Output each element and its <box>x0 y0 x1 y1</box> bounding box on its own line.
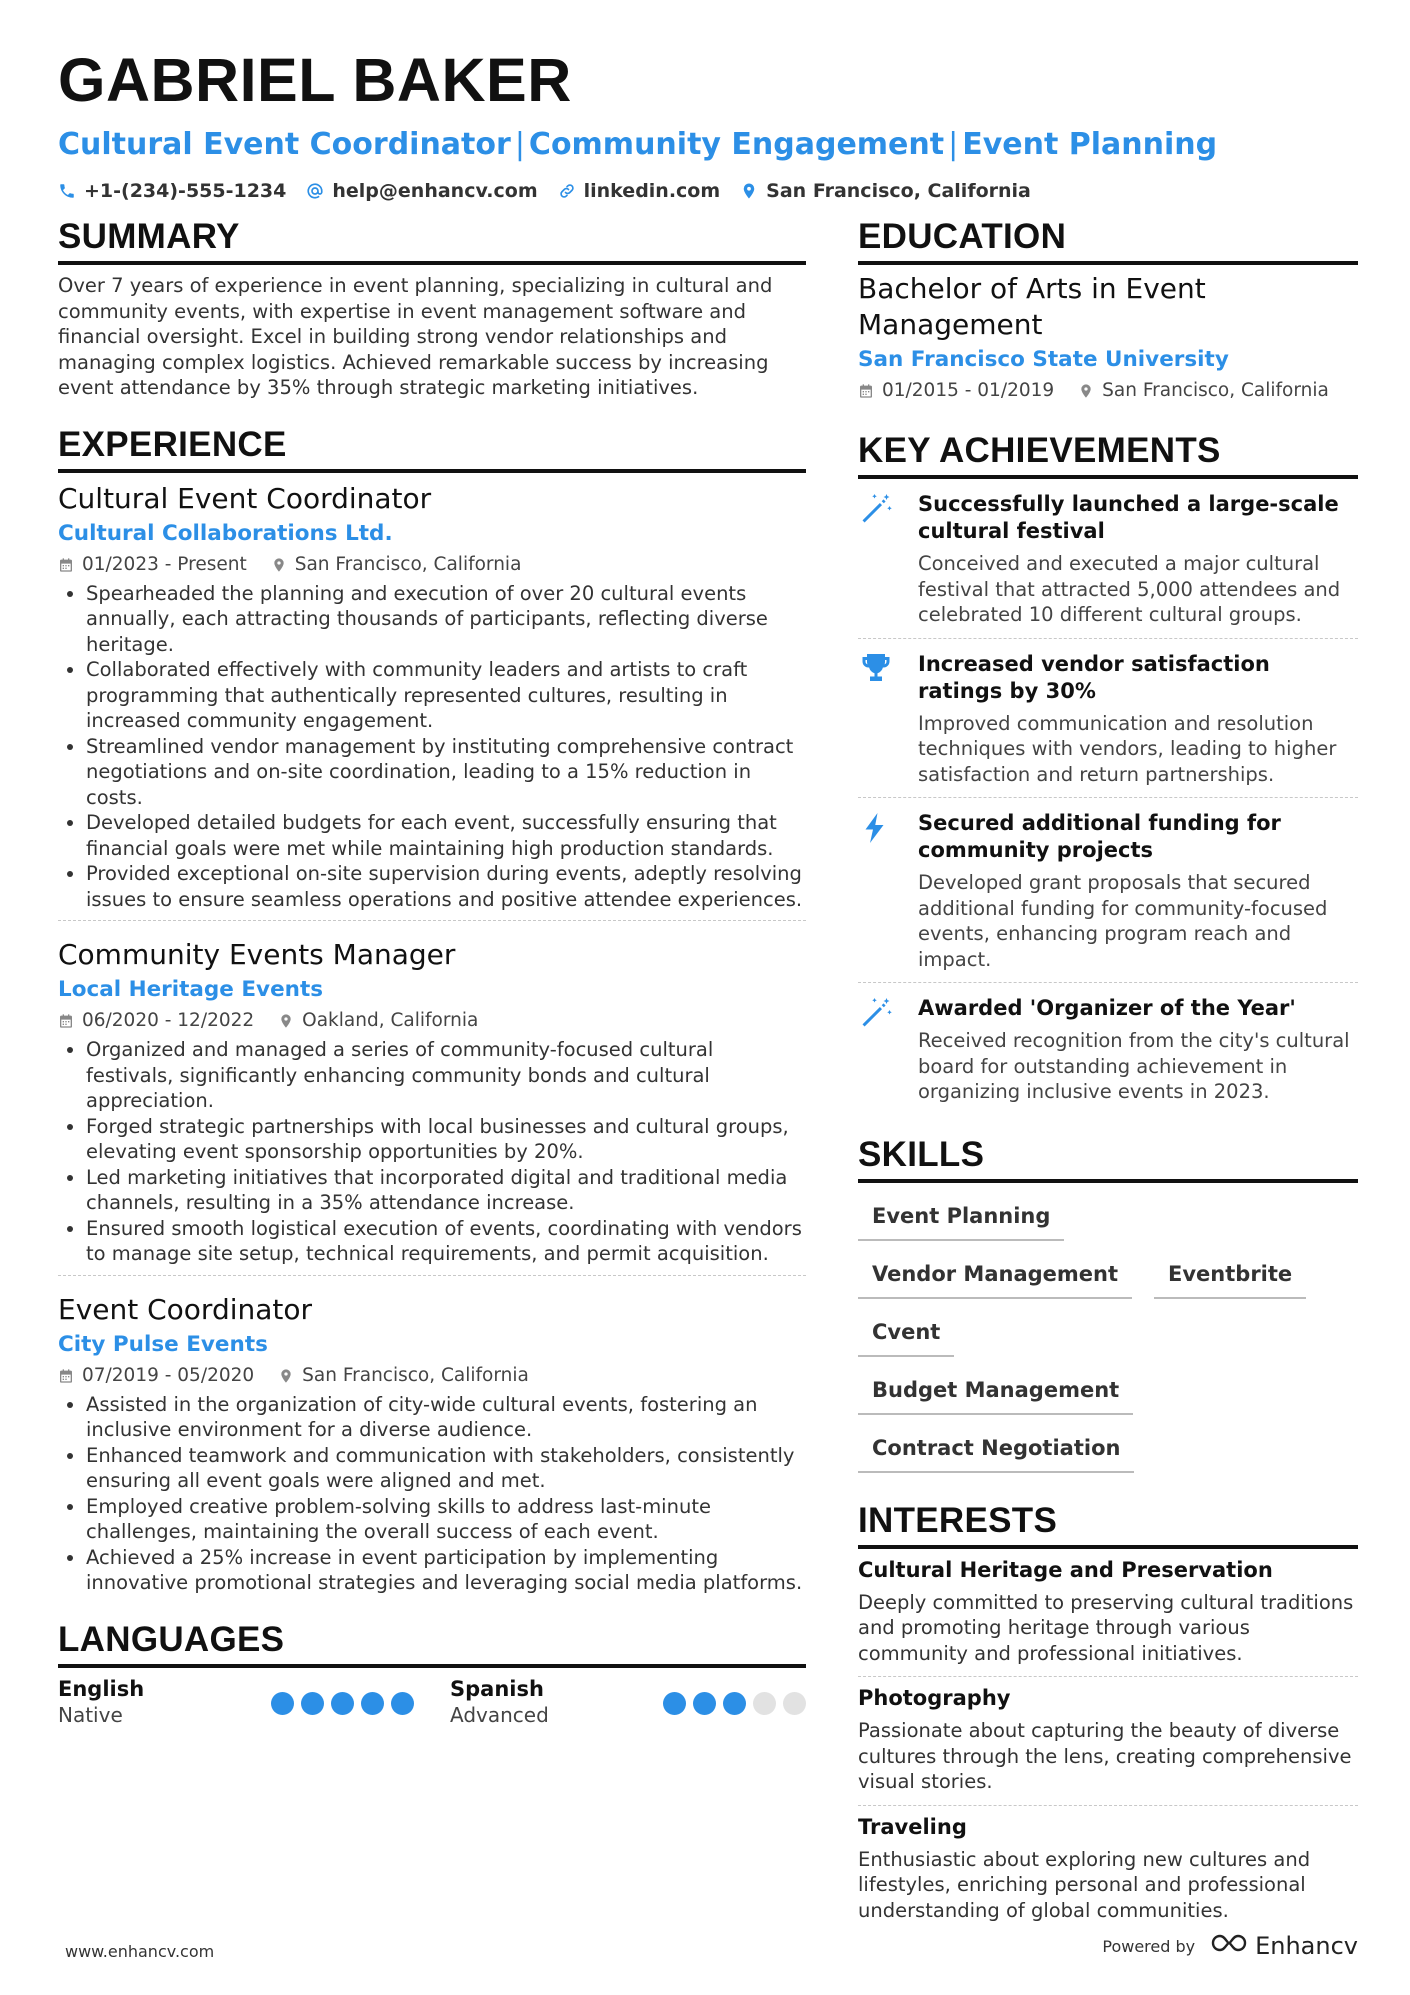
location-pin-icon <box>740 182 758 200</box>
contact-email[interactable] <box>306 180 537 202</box>
interest-title: Photography <box>858 1686 1011 1710</box>
location-text: Oakland, California <box>302 1010 479 1031</box>
proficiency-dot-filled <box>391 1692 414 1715</box>
location-pin-icon <box>1078 383 1094 399</box>
phone-text: +1-(234)-555-1234 <box>84 180 287 202</box>
proficiency-dot-filled <box>723 1692 746 1715</box>
language-entry <box>450 1676 806 1732</box>
location-pin-icon <box>278 1013 294 1029</box>
section-title: KEY ACHIEVEMENTS <box>858 429 1358 479</box>
skills-list <box>858 1195 1328 1473</box>
proficiency-dots <box>663 1692 806 1715</box>
proficiency-dots <box>271 1692 414 1715</box>
phone-icon <box>58 182 76 200</box>
bullet-item: • Spearheaded the planning and execution of over 20 cultural events annually, each attracting thousands of participants, reflecting diverse heritage. <box>86 581 806 658</box>
achievement-description: Developed grant proposals that secured additional funding for community-focused events, enhancing program reach and impact. <box>918 871 1328 971</box>
calendar-icon <box>58 1013 74 1029</box>
job-entry <box>58 481 806 921</box>
skill-tag: Contract Negotiation <box>858 1427 1134 1473</box>
education-meta <box>858 379 1358 403</box>
job-entry <box>58 1275 806 1604</box>
skill-tag: Eventbrite <box>1154 1253 1306 1299</box>
bullet-item: • Developed detailed budgets for each event, successfully ensuring that financial goals were met while maintaining high production standards. <box>86 810 806 861</box>
resume-header <box>58 44 1358 202</box>
tagline-separator: | <box>514 127 525 162</box>
language-level: Advanced <box>450 1702 549 1727</box>
achievement-title: Successfully launched a large-scale cultural festival <box>918 492 1339 543</box>
job-bullets <box>58 1392 806 1596</box>
section-title: LANGUAGES <box>58 1618 806 1668</box>
location-pin-icon <box>278 1368 294 1384</box>
languages-list <box>58 1676 806 1732</box>
proficiency-dot-filled <box>693 1692 716 1715</box>
interest-entry <box>858 1676 1358 1805</box>
tagline-role-2: Community Engagement <box>528 127 945 162</box>
section-title: INTERESTS <box>858 1499 1358 1549</box>
summary-section <box>58 215 806 401</box>
language-level: Native <box>58 1702 123 1727</box>
email-text: help@enhancv.com <box>332 180 538 202</box>
job-title: Cultural Event Coordinator <box>58 481 432 515</box>
powered-by-text: Powered by <box>1102 1936 1196 1956</box>
job-dates <box>58 553 247 577</box>
bullet-item: • Provided exceptional on-site supervision during events, adeptly resolving issues to ensure seamless operations and positive attendee experiences. <box>86 861 806 912</box>
calendar-icon <box>858 383 874 399</box>
enhancv-logo-icon <box>1209 1932 1249 1960</box>
contact-linkedin[interactable] <box>558 180 721 202</box>
school-name: San Francisco State University <box>858 347 1229 372</box>
company-name: City Pulse Events <box>58 1331 268 1357</box>
footer-url[interactable]: www.enhancv.com <box>65 1942 215 1961</box>
enhancv-logo[interactable] <box>1209 1932 1358 1960</box>
bullet-item: • Employed creative problem-solving skills to address last-minute challenges, maintaining the overall success of each event. <box>86 1494 806 1545</box>
contact-location <box>740 180 1031 202</box>
proficiency-dot-filled <box>663 1692 686 1715</box>
job-location <box>271 553 522 577</box>
magic-wand-icon <box>858 491 898 531</box>
job-dates <box>58 1364 254 1388</box>
dates-text: 06/2020 - 12/2022 <box>82 1010 255 1031</box>
achievement-title: Increased vendor satisfaction ratings by 30% <box>918 651 1270 703</box>
achievement-entry <box>858 638 1358 798</box>
job-bullets <box>58 581 806 913</box>
footer-branding <box>1102 1932 1358 1960</box>
location-text: San Francisco, California <box>294 553 522 575</box>
candidate-name: GABRIEL BAKER <box>58 46 572 114</box>
achievement-description: Received recognition from the city's cultural board for outstanding achievement in organizing inclusive events in 2023. <box>918 1029 1350 1103</box>
bullet-item: • Forged strategic partnerships with local businesses and cultural groups, elevating event sponsorship opportunities by 20%. <box>86 1114 806 1165</box>
interest-title: Traveling <box>858 1814 967 1839</box>
degree-title: Bachelor of Arts in Event Management <box>858 272 1206 341</box>
lightning-bolt-icon <box>858 810 898 850</box>
experience-section <box>58 423 806 1604</box>
interest-title: Cultural Heritage and Preservation <box>858 1557 1273 1582</box>
achievement-entry <box>858 982 1358 1115</box>
proficiency-dot-filled <box>331 1692 354 1715</box>
location-pin-icon <box>271 557 287 573</box>
right-column <box>858 215 1358 1933</box>
education-dates <box>858 379 1054 403</box>
job-location <box>278 1364 529 1388</box>
company-name: Cultural Collaborations Ltd. <box>58 520 393 546</box>
skill-tag: Cvent <box>858 1311 954 1357</box>
achievement-description: Conceived and executed a major cultural festival that attracted 5,000 attendees and celebrated 10 different cultural groups. <box>918 552 1341 626</box>
job-entry <box>58 920 806 1275</box>
location-text: San Francisco, California <box>766 180 1031 202</box>
achievement-title: Awarded 'Organizer of the Year' <box>918 996 1296 1020</box>
bullet-item: • Ensured smooth logistical execution of events, coordinating with vendors to manage site setup, technical requirements, and permit acquisition. <box>86 1216 806 1267</box>
interests-section <box>858 1499 1358 1934</box>
interest-description: Deeply committed to preserving cultural traditions and promoting heritage through various community and professional initiatives. <box>858 1590 1354 1665</box>
location-text: San Francisco, California <box>1102 380 1329 401</box>
tagline-separator: | <box>948 127 959 162</box>
link-icon <box>558 182 576 200</box>
bullet-item: • Collaborated effectively with community leaders and artists to craft programming that authentically represented cultures, resulting in increased community engagement. <box>86 657 806 734</box>
section-title: EDUCATION <box>858 215 1358 265</box>
dates-text: 01/2015 - 01/2019 <box>882 380 1055 401</box>
bullet-item: • Streamlined vendor management by instituting comprehensive contract negotiations and on-site coordination, leading to a 15% reduction in costs. <box>86 734 806 811</box>
education-section <box>858 215 1358 403</box>
interest-entry <box>858 1805 1358 1934</box>
language-name: Spanish <box>450 1676 544 1701</box>
achievement-description: Improved communication and resolution techniques with vendors, leading to higher satisfaction and return partnerships. <box>918 711 1337 786</box>
section-title: EXPERIENCE <box>58 423 806 473</box>
location-text: San Francisco, California <box>302 1364 529 1386</box>
section-title: SUMMARY <box>58 215 806 265</box>
job-location <box>278 1009 478 1033</box>
at-sign-icon <box>306 182 324 200</box>
skills-section <box>858 1133 1358 1473</box>
tagline-role-3: Event Planning <box>962 127 1218 162</box>
job-meta <box>58 1009 806 1033</box>
company-name: Local Heritage Events <box>58 977 324 1002</box>
bullet-item: • Led marketing initiatives that incorporated digital and traditional media channels, resulting in a 35% attendance increase. <box>86 1165 806 1216</box>
job-dates <box>58 1009 254 1033</box>
interest-entry <box>858 1549 1358 1677</box>
magic-wand-icon <box>858 995 898 1035</box>
languages-section <box>58 1618 806 1732</box>
job-title: Community Events Manager <box>58 938 456 971</box>
achievements-section <box>858 429 1358 1115</box>
trophy-icon <box>858 651 898 691</box>
proficiency-dot-filled <box>301 1692 324 1715</box>
education-location <box>1078 379 1329 403</box>
linkedin-text: linkedin.com <box>583 180 721 202</box>
proficiency-dot-filled <box>361 1692 384 1715</box>
achievement-title: Secured additional funding for community projects <box>918 811 1281 862</box>
tagline-role-1: Cultural Event Coordinator <box>58 127 511 162</box>
bullet-item: • Enhanced teamwork and communication with stakeholders, consistently ensuring all event goals were aligned and met. <box>86 1443 806 1494</box>
left-column <box>58 215 806 1732</box>
bullet-item: • Assisted in the organization of city-wide cultural events, fostering an inclusive environment for a diverse audience. <box>86 1392 806 1443</box>
language-name: English <box>58 1676 145 1701</box>
dates-text: 01/2023 - Present <box>82 553 247 575</box>
calendar-icon <box>58 557 74 573</box>
interest-description: Enthusiastic about exploring new cultures and lifestyles, enriching personal and professional understanding of global communities. <box>858 1847 1311 1922</box>
enhancv-logo-text: Enhancv <box>1255 1932 1358 1960</box>
skill-tag: Event Planning <box>858 1195 1064 1241</box>
achievement-entry <box>858 797 1358 982</box>
proficiency-dot-empty <box>753 1692 776 1715</box>
job-meta <box>58 553 806 577</box>
skill-tag: Vendor Management <box>858 1253 1132 1299</box>
calendar-icon <box>58 1368 74 1384</box>
language-entry <box>58 1676 414 1732</box>
tagline <box>58 126 1358 164</box>
section-title: SKILLS <box>858 1133 1358 1183</box>
bullet-item: • Organized and managed a series of community-focused cultural festivals, significantly enhancing community bonds and cultural appreciation. <box>86 1037 806 1114</box>
job-meta <box>58 1364 806 1388</box>
job-title: Event Coordinator <box>58 1292 313 1326</box>
bullet-item: • Achieved a 25% increase in event participation by implementing innovative promotional strategies and leveraging social media platforms. <box>86 1545 806 1596</box>
summary-text: Over 7 years of experience in event planning, specializing in cultural and community events, with expertise in event management software and financial oversight. Excel in building strong vendor relationships and managing complex logistics. Achieved remarkable success by increasing event attendance by 35% through strategic marketing initiatives. <box>58 274 773 399</box>
interest-description: Passionate about capturing the beauty of diverse cultures through the lens, creating comprehensive visual stories. <box>858 1719 1352 1793</box>
proficiency-dot-empty <box>783 1692 806 1715</box>
contact-info <box>58 180 1358 202</box>
dates-text: 07/2019 - 05/2020 <box>82 1364 255 1386</box>
proficiency-dot-filled <box>271 1692 294 1715</box>
skill-tag: Budget Management <box>858 1369 1133 1415</box>
job-bullets <box>58 1037 806 1267</box>
achievement-entry <box>858 479 1358 638</box>
contact-phone[interactable] <box>58 180 286 202</box>
